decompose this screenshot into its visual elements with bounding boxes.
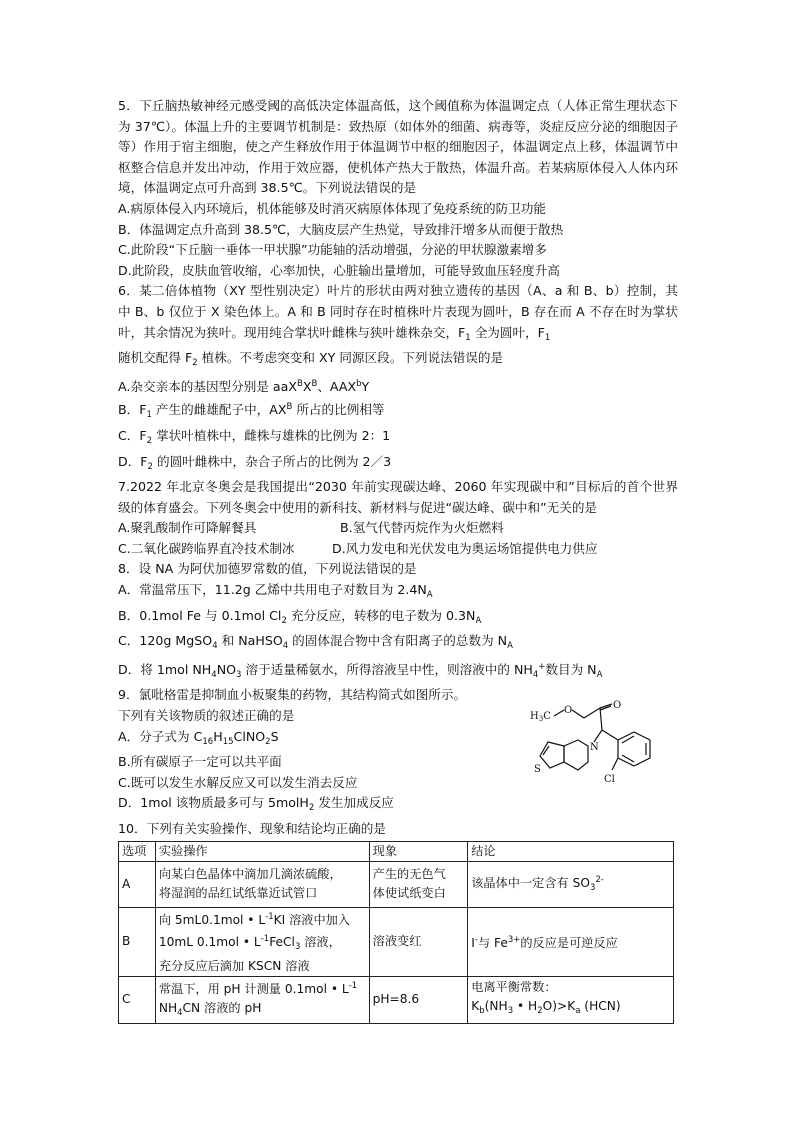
q7-option-d: D.风力发电和光伏发电为奥运场馆提供电力供应 xyxy=(332,540,598,556)
experiment-table xyxy=(118,841,674,1024)
q6-option-d: D．$F_2$ 的圆叶雌株中，杂合子所占的比例为 2／3 xyxy=(118,453,392,472)
q8-stem: 8．设 NA 为阿伏加德罗常数的值，下列说法错误的是 xyxy=(118,561,417,577)
q9-option-a: A．分子式为 $C_{16}H_{15}ClNO_2S$ xyxy=(118,728,279,747)
clopidogrel-structure-diagram xyxy=(528,700,678,796)
mol-h3c-label: H xyxy=(530,711,539,723)
q9-option-b: B.所有碳原子一定可以共平面 xyxy=(118,754,282,770)
q9-stem: 9．氯吡格雷是抑制血小板聚集的药物，其结构简式如图所示。 xyxy=(118,687,467,703)
q6-stem: 6．某二倍体植物（XY 型性别决定）叶片的形状由两对独立遗传的基因（A、a 和 B、b）控制，其中 B、b 仅位于 X 染色体上。A 和 B 同时存在时植株叶片表现为圆叶，B 存在而 A 不存在时为掌状叶，其余情况为狭叶。现用纯合掌状叶雌株与狭叶雄株杂交，$F_1$ 全为圆叶，$F_1$ 随机交配得 $F_2$ 植株。不考虑突变和 XY 同源区段。下列说法错误的是 xyxy=(118,283,678,369)
mol-n-label: N xyxy=(590,742,599,754)
q7-option-c: C.二氧化碳跨临界直冷技术制冰 xyxy=(118,540,295,556)
header-operation: 实验操作 xyxy=(155,841,369,861)
q7-option-a: A.聚乳酸制作可降解餐具 xyxy=(118,520,257,536)
q5-option-a: A.病原体侵入内环境后，机体能够及时消灭病原体体现了免疫系统的防卫功能 xyxy=(118,200,546,216)
q9-block xyxy=(118,700,678,819)
mol-cl-label: Cl xyxy=(604,774,615,786)
q7-options-row2 xyxy=(118,539,678,560)
header-conclusion: 结论 xyxy=(468,841,674,861)
q9-stem-2: 下列有关该物质的叙述正确的是 xyxy=(118,708,295,724)
exam-page xyxy=(118,96,678,1024)
q5-option-c: C.此阶段“下丘脑一垂体一甲状腺”功能轴的活动增强，分泌的甲状腺激素增多 xyxy=(118,242,547,258)
mol-o-carbonyl: O xyxy=(613,700,622,712)
table-row: A 向某白色晶体中滴加几滴浓硫酸， 将湿润的品红试纸靠近试管口 产生的无色气 体使试纸变白 该晶体中一定含有 $SO_3^{2-}$ xyxy=(119,861,674,907)
q5-option-b: B．体温调定点升高到 38.5℃，大脑皮层产生热觉，导致排汗增多从而便于散热 xyxy=(118,221,564,237)
table-header-row xyxy=(119,841,674,861)
header-option: 选项 xyxy=(119,841,156,861)
table-row: B 向 5mL0.1mol • $L^{-1}KI$ 溶液中加入 10mL 0.1mol • $L^{-1}FeCl_3$ 溶液， 充分反应后滴加 KSCN 溶液 溶液变红 I-与 $Fe^{3+}$的反应是可逆反应 xyxy=(119,907,674,976)
header-phenomenon: 现象 xyxy=(369,841,468,861)
q7-option-b: B.氢气代替丙烷作为火炬燃料 xyxy=(340,520,504,536)
q6-option-c: C．$F_2$ 掌状叶植株中，雌株与雄株的比例为 2：1 xyxy=(118,427,391,446)
q9-option-d: D．1mol 该物质最多可与 5molH$_2$ 发生加成反应 xyxy=(118,795,394,814)
q7-options-row1 xyxy=(118,518,678,539)
q5-option-d: D.此阶段，皮肤血管收缩，心率加快，心脏输出量增加，可能导致血压轻度升高 xyxy=(118,262,560,278)
svg-text:H3C: $H_3C$ xyxy=(530,711,551,724)
q7-stem: 7.2022 年北京冬奥会是我国提出“2030 年前实现碳达峰、2060 年实现碳中和”目标后的首个世界级的体育盛会。下列冬奥会中使用的新科技、新材料与促进“碳达峰、碳中和”无关的是 xyxy=(118,479,678,515)
q10-stem: 10．下列有关实验操作、现象和结论均正确的是 xyxy=(118,821,386,836)
q6-option-a: A.杂交亲本的基因型分别是 $aaX^BX^B$、AAX$^b$Y xyxy=(118,378,370,394)
mol-s-label: S xyxy=(534,764,541,776)
q6-option-b: B．$F_1$ 产生的雌雄配子中，$AX^B$ 所占的比例相等 xyxy=(118,402,385,421)
q5-stem: 5．下丘脑热敏神经元感受阈的高低决定体温高低，这个阈值称为体温调定点（人体正常生理状态下为 37℃）。体温上升的主要调节机制是：致热原（如体外的细菌、病毒等，炎症反应分泌的细胞因子等）作用于宿主细胞，使之产生释放作用于体温调节中枢的细胞因子，体温调定点上移，体温调节中枢整合信息并发出冲动，作用于效应器，使机体产热大于散热，体温升高。若某病原体侵入人体内环境，体温调定点可升高到 38.5℃。下列说法错误的是 xyxy=(118,98,678,196)
q8-option-d: D．将 1mol $NH_4NO_3$ 溶于适量稀氨水，所得溶液呈中性，则溶液中的 $NH_4^+$数目为 $N_A$ xyxy=(118,661,603,680)
q8-option-c: C．120g MgSO$_4$ 和 NaHSO$_4$ 的固体混合物中含有阳离子的总数为 $N_A$ xyxy=(118,633,513,652)
q8-option-a: A．常温常压下，11.2g 乙烯中共用电子对数目为 $2.4N_A$ xyxy=(118,582,433,601)
q8-option-b: B．0.1mol Fe 与 0.1mol $Cl_2$ 充分反应，转移的电子数为 $0.3N_A$ xyxy=(118,607,482,626)
mol-o-ester: O xyxy=(564,705,573,717)
q9-option-c: C.既可以发生水解反应又可以发生消去反应 xyxy=(118,774,358,790)
table-row: C 常温下，用 pH 计测量 0.1mol • $L^{-1}$ $NH_4CN$ 溶液的 pH pH=8.6 电离平衡常数： $K_b(NH_3$ • $H_2O)>K_a$ (HCN) xyxy=(119,976,674,1023)
